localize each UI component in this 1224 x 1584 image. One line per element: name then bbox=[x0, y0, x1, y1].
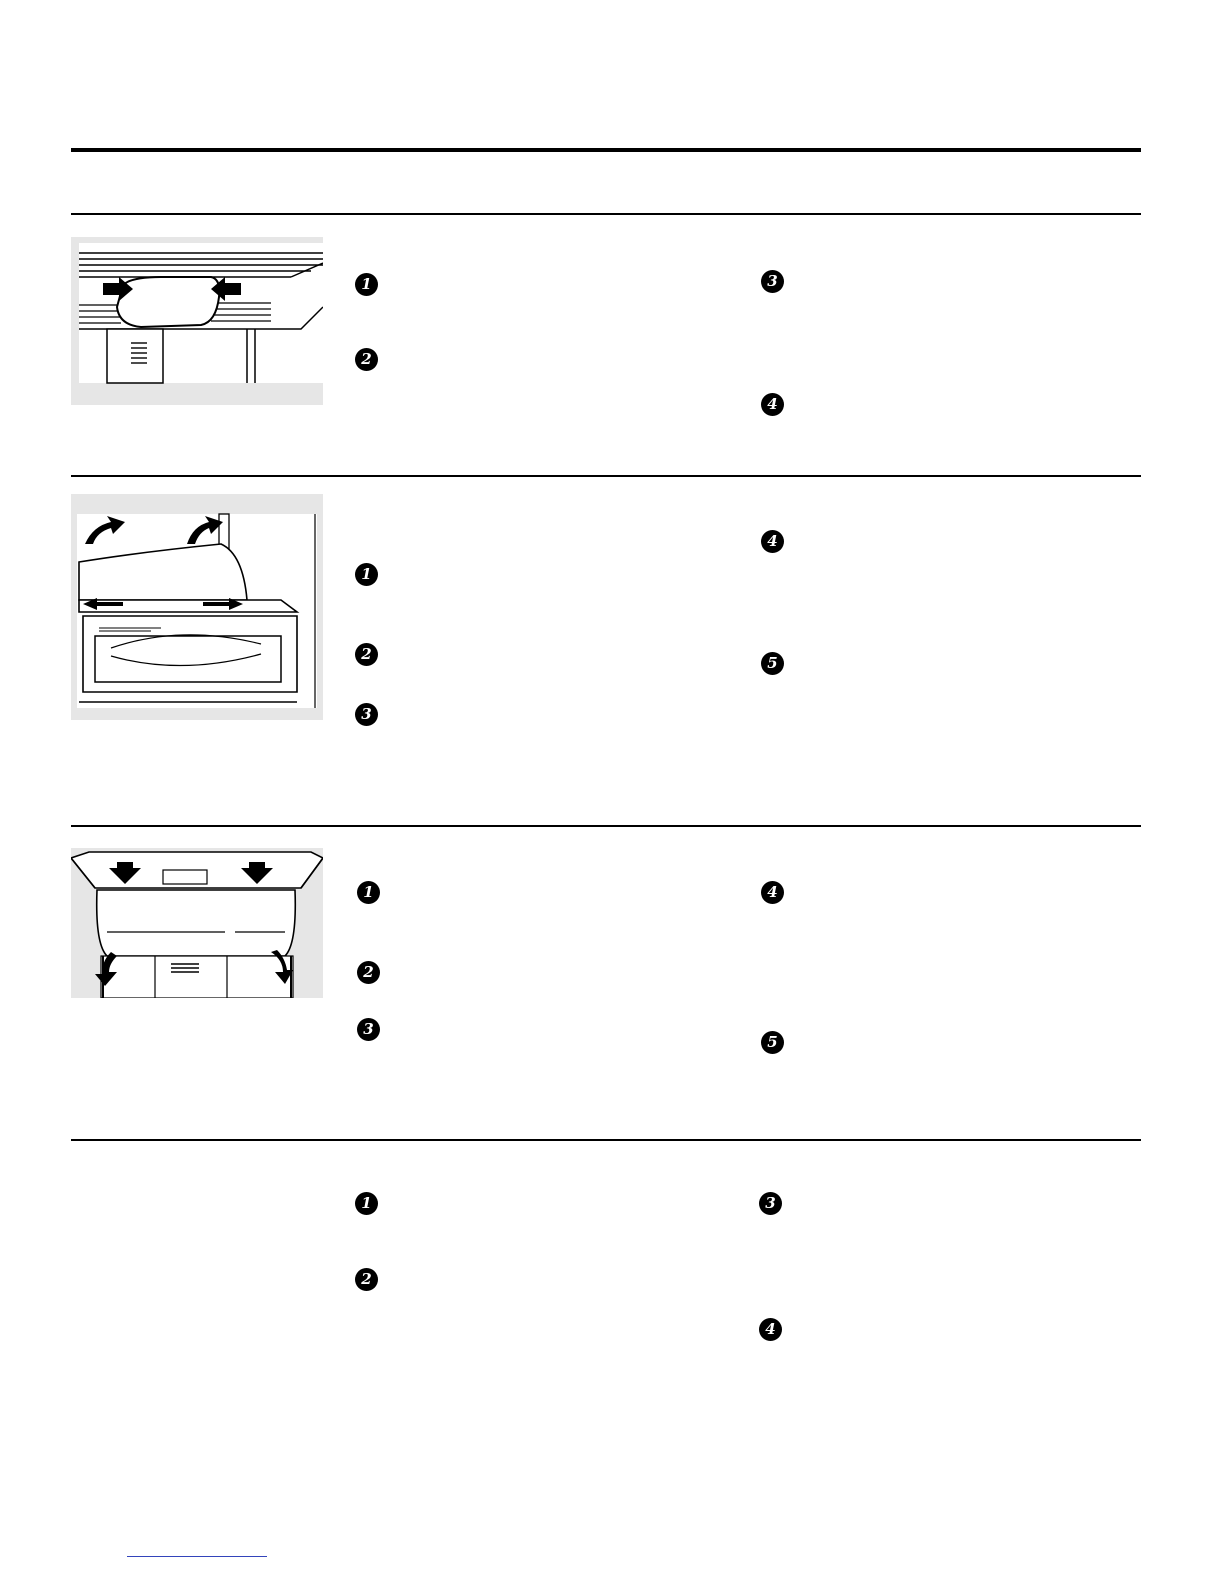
section-rule-3 bbox=[71, 825, 1141, 827]
step-badge: 1 bbox=[355, 563, 378, 586]
step-badge: 5 bbox=[761, 1031, 784, 1054]
drawer-pull-out-illustration bbox=[71, 848, 323, 998]
step-badge: 1 bbox=[357, 881, 380, 904]
crisper-drawer-lift-illustration bbox=[71, 494, 323, 720]
footer-link-underline[interactable] bbox=[127, 1556, 267, 1557]
step-badge: 2 bbox=[355, 1268, 378, 1291]
header-rule bbox=[71, 148, 1141, 152]
step-badge: 3 bbox=[759, 1192, 782, 1215]
step-badge: 5 bbox=[761, 652, 784, 675]
step-badge: 3 bbox=[355, 703, 378, 726]
section-rule-2 bbox=[71, 475, 1141, 477]
step-badge: 4 bbox=[761, 881, 784, 904]
step-badge: 3 bbox=[761, 270, 784, 293]
step-badge: 4 bbox=[761, 530, 784, 553]
section-rule-4 bbox=[71, 1139, 1141, 1141]
step-badge: 2 bbox=[357, 961, 380, 984]
step-badge: 3 bbox=[357, 1018, 380, 1041]
step-badge: 4 bbox=[761, 393, 784, 416]
step-badge: 2 bbox=[355, 643, 378, 666]
step-badge: 2 bbox=[355, 348, 378, 371]
section-rule-1 bbox=[71, 213, 1141, 215]
step-badge: 1 bbox=[355, 273, 378, 296]
shelf-cover-removal-illustration bbox=[71, 237, 323, 405]
step-badge: 1 bbox=[355, 1192, 378, 1215]
step-badge: 4 bbox=[759, 1318, 782, 1341]
